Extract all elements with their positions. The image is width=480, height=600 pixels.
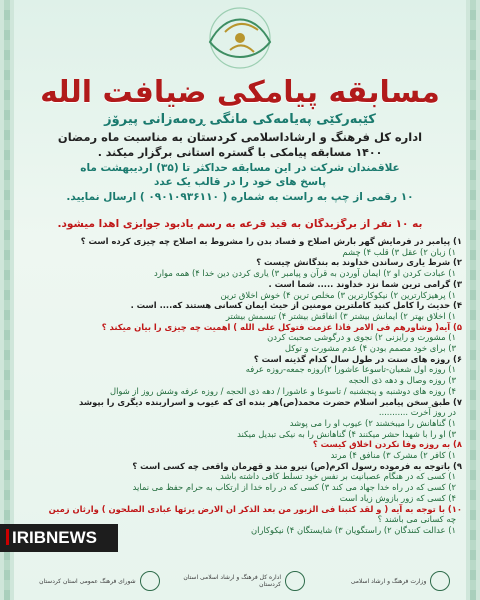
- watermark-text: IRIBNEWS: [12, 528, 97, 547]
- question-options: ۱) مشورت و رایزنی ۲) نجوی و درگوشی صحبت کردن: [267, 332, 456, 343]
- question-item: [22, 439, 462, 460]
- question-item: [22, 257, 462, 278]
- culture-council-logo: [30, 571, 160, 591]
- logo-label: وزارت فرهنگ و ارشاد اسلامی: [350, 577, 427, 585]
- question-options: چه کسانی می باشند ؟: [377, 514, 456, 525]
- answer-format-line: پاسخ های خود را در قالب یک عدد: [153, 176, 327, 188]
- question-list: [22, 236, 462, 566]
- question-item: [22, 279, 462, 300]
- question-text: ۸) به روزه وفا نکردن اخلاق کیست ؟: [312, 439, 462, 450]
- question-item: [22, 418, 462, 429]
- question-item: [22, 397, 462, 418]
- question-options: ۱) عبادت کردن او ۲) ایمان آوردن به قرآن و پیامبر ۳) یاری کردن دین خدا ۴) همه موارد: [153, 268, 456, 279]
- question-options: ۴) روزه های دوشنبه و پنجشنبه / تاسوعا و عاشورا / دهه ذی الحجه / روزه عرفه وشش روز از شوال: [110, 385, 456, 396]
- question-options: ۱) کافر ۲) مشرک ۳) منافق ۴) مرتد: [330, 450, 456, 461]
- logo-label: شورای فرهنگ عمومی استان کردستان: [39, 577, 136, 585]
- provincial-office-logo: [175, 571, 305, 591]
- iribnews-watermark: [0, 524, 118, 552]
- question-options: ۴) کسی که زور بازوش زیاد است: [339, 492, 456, 503]
- question-options: ۱) عدالت کنندگان ۲) راستگویان ۳) شایستگان ۴) نیکوکاران: [250, 524, 456, 535]
- question-text: ۱) پیامبر در فرمایش گهر بارش اصلاح و فساد بدن را مشروط به اصلاح چه چیزی کرده است ؟: [80, 236, 462, 246]
- question-options: ۱) زبان ۲) عقل ۳) قلب ۴) چشم: [342, 246, 456, 257]
- question-text: ۱۰) با توجه به آیه ( و لقد کتبنا فی الزبور من بعد الذکر ان الارض یرثها عبادی الصلحون ) وارثان زمین: [48, 503, 462, 514]
- logo-bar-icon: [6, 529, 9, 545]
- question-options: ۱) گناهانش را میبخشند ۲) عیوب او را می پوشد: [289, 417, 456, 428]
- question-text: ۹) باتوجه به فرموده رسول اکرم(ص) نیرو مند و قهرمان واقعی چه کسی است ؟: [132, 460, 462, 471]
- question-text: ۶) روزه های سنت در طول سال کدام گذینه است ؟: [253, 353, 462, 364]
- calligraphy-ornament: [180, 2, 300, 72]
- question-options: ۱) پرهیزکارترین ۲) نیکوکارترین ۳) مخلص ترین ۴) خوش اخلاق ترین: [220, 289, 456, 300]
- question-options: ۳) برای خود مصمم بودن ۴) عدم مشورت و توکل: [284, 343, 456, 354]
- question-options: ۱) اخلاق بهتر ۲) ایمانش بیشتر ۳) انفاقش بیشتر ۴) تبسمش بیشتر: [225, 310, 456, 321]
- question-item: [22, 386, 462, 397]
- question-item: [22, 343, 462, 354]
- announcement-line: ۱۴۰۰ مسابقه پیامکی با گستره استانی برگزار میکند .: [97, 146, 383, 159]
- question-text: ۴) حدیث را کامل کنید کاملترین مومنین از حیث ایمان کسانی هستند که.... است .: [130, 300, 462, 311]
- question-options: در روز آخرت ...........: [378, 407, 456, 418]
- question-item: [22, 375, 462, 386]
- question-item: [22, 300, 462, 321]
- sms-number-line: ۱۰ رقمی از چپ به راست به شماره ( ۰۹۰۱۰۹۳۶۱۱۰ ) ارسال نمایید.: [66, 191, 414, 203]
- question-text: ۵) آیه( وشاورهم فی الامر فاذا عزمت فتوکل علی الله ) اهمیت چه چیزی را بیان میکند ؟: [101, 321, 462, 332]
- question-item: [22, 461, 462, 482]
- question-text: ۲) شرط یاری رساندن خداوند به بندگانش چیست ؟: [256, 257, 462, 268]
- question-item: [22, 236, 462, 257]
- page-title: مسابقه پیامکی ضیافت الله: [40, 75, 440, 110]
- question-item: [22, 493, 462, 504]
- sponsor-logos: [22, 566, 458, 596]
- question-options: ۱) روزه اول شعبان-تاسوعا عاشورا ۲)روزه جمعه-روزه عرفه: [245, 364, 456, 375]
- question-text: ۷) طبق سخن پیامبر اسلام حضرت محمد(ص)هر بنده ای که عیوب و اسراربنده دیگری را بپوشد: [79, 396, 462, 407]
- question-options: ۲) کسی که در راه خدا جهاد می کند ۳) کسی که در راه خدا از ارتکاب به حرام حفظ می نماید: [132, 482, 456, 493]
- logo-label: اداره کل فرهنگ و ارشاد اسلامی استان کردستان: [183, 574, 282, 588]
- question-item: [22, 482, 462, 493]
- question-options: ۱) کسی که در هنگام عصبانیت بر نفس خود تسلط کافی داشته باشد: [220, 471, 456, 482]
- question-item: [22, 322, 462, 343]
- ministry-logo: [320, 571, 450, 591]
- question-options: ۳) روزه وصال و دهه ذی الحجه: [348, 375, 456, 386]
- organizer-line: اداره کل فرهنگ و ارشاداسلامی کردستان به مناسبت ماه رمضان: [57, 130, 423, 144]
- question-item: [22, 354, 462, 375]
- emblem-icon: [430, 571, 450, 591]
- kurdish-subtitle: کێبەرکێی پەیامەکی مانگی ڕەمەزانی پیرۆز: [104, 112, 376, 127]
- question-options: ۳) او را با شهدا حشر میکنند ۴) گناهانش را به نیکی تبدیل میکند: [237, 428, 456, 439]
- question-item: [22, 429, 462, 440]
- question-text: ۳) گرامی ترین شما نزد خداوند ..... شما است .: [268, 278, 462, 289]
- prize-line: به ۱۰ نفر از برگزیدگان به قید قرعه به رسم یادبود جوایزی اهدا میشود.: [57, 218, 423, 230]
- emblem-icon: [285, 571, 305, 591]
- deadline-line: علاقمندان شرکت در این مسابقه حداکثر تا (۳۵) اردیبهشت ماه: [80, 162, 400, 174]
- emblem-icon: [140, 571, 160, 591]
- question-item: [22, 504, 462, 525]
